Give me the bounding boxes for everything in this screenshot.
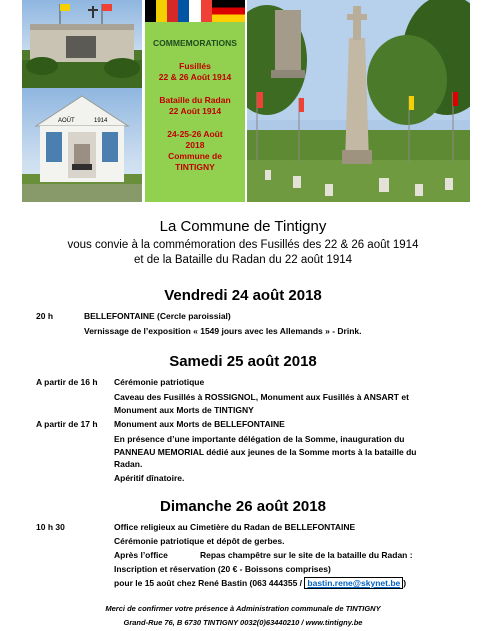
flag-be-yellow: [156, 0, 167, 22]
plaque-right-text: 1914: [94, 118, 108, 124]
flag-fr-red: [201, 0, 212, 22]
email-box: [304, 577, 403, 589]
saturday-line-4: En présence d’une importante délégation de la Somme, inauguration du: [114, 434, 405, 444]
photo-monument: [247, 0, 470, 202]
saturday-line-3: Monument aux Morts de BELLEFONTAINE: [114, 419, 285, 429]
friday-desc: Vernissage de l’exposition « 1549 jours avec les Allemands » - Drink.: [84, 326, 362, 336]
panel-dates-2: 2018: [185, 140, 205, 150]
flag-fr-white: [189, 0, 200, 22]
day-title-saturday: Samedi 25 août 2018: [169, 353, 317, 370]
panel-dates-1: 24-25-26 Août: [167, 129, 223, 139]
flag-be-red: [167, 0, 178, 22]
sunday-after-label: Après l’office: [114, 550, 168, 560]
sunday-line-5: [114, 578, 406, 588]
panel-fusilles-2: 22 & 26 Août 1914: [158, 72, 232, 82]
email-link[interactable]: bastin.rene@skynet.be: [307, 578, 401, 588]
commemoration-panel: [145, 22, 245, 202]
sunday-after-text: Repas champêtre sur le site de la bataille du Radan :: [200, 550, 413, 560]
day-title-sunday: Dimanche 26 août 2018: [160, 498, 326, 515]
panel-bataille-2: 22 Août 1914: [168, 106, 222, 116]
sunday-line-1: Office religieux au Cimetière du Radan de BELLEFONTAINE: [114, 522, 356, 532]
panel-bataille-1: Bataille du Radan: [159, 95, 231, 105]
day-title-friday: Vendredi 24 août 2018: [164, 287, 322, 304]
saturday-line-7: Apéritif dînatoire.: [114, 473, 185, 483]
saturday-time-2: A partir de 17 h: [36, 419, 98, 429]
sunday-line-2: Cérémonie patriotique et dépôt de gerbes.: [114, 536, 285, 546]
saturday-line-5: PANNEAU MEMORIAL dédié aux jeunes de la Somme morts à la bataille du: [114, 447, 417, 457]
plaque-left-text: AOÛT: [58, 118, 75, 124]
friday-place: BELLEFONTAINE (Cercle paroissial): [84, 311, 231, 321]
panel-commune-2: TINTIGNY: [175, 162, 215, 172]
page-title: La Commune de Tintigny: [159, 218, 327, 235]
flag-band: [145, 0, 245, 22]
saturday-line-2: Monument aux Morts de TINTIGNY: [114, 405, 254, 415]
saturday-ceremony: Cérémonie patriotique: [114, 377, 205, 387]
invitation-line-2: et de la Bataille du Radan du 22 août 1914: [133, 254, 353, 266]
saturday-line-1: Caveau des Fusillés à ROSSIGNOL, Monument aux Fusillés à ANSART et: [114, 392, 409, 402]
flag-de-stripes: [212, 0, 245, 22]
panel-fusilles-1: Fusillés: [179, 61, 211, 71]
photo-crypt: [22, 0, 142, 88]
invitation-line-1: vous convie à la commémoration des Fusillés des 22 & 26 août 1914: [67, 239, 419, 251]
sunday-time: 10 h 30: [36, 522, 65, 532]
sunday-line-4: Inscription et réservation (20 € - Boissons comprises): [114, 564, 331, 574]
footer-line-1: Merci de confirmer votre présence à Administration communale de TINTIGNY: [105, 604, 381, 613]
flag-fr-blue: [178, 0, 189, 22]
saturday-time-1: A partir de 16 h: [36, 377, 98, 387]
panel-commemorations: COMMEMORATIONS: [153, 38, 237, 48]
friday-time: 20 h: [36, 311, 54, 321]
flag-be-black: [145, 0, 156, 22]
sunday-line-5-end: ): [403, 578, 407, 588]
photo-chapel: [22, 88, 142, 202]
sunday-line-5-text: pour le 15 août chez René Bastin (063 444355 /: [114, 578, 303, 588]
panel-commune-1: Commune de: [168, 151, 222, 161]
footer-line-2: Grand-Rue 76, B 6730 TINTIGNY 0032(0)63440210 / www.tintigny.be: [123, 618, 363, 627]
saturday-line-6: Radan.: [114, 459, 143, 469]
